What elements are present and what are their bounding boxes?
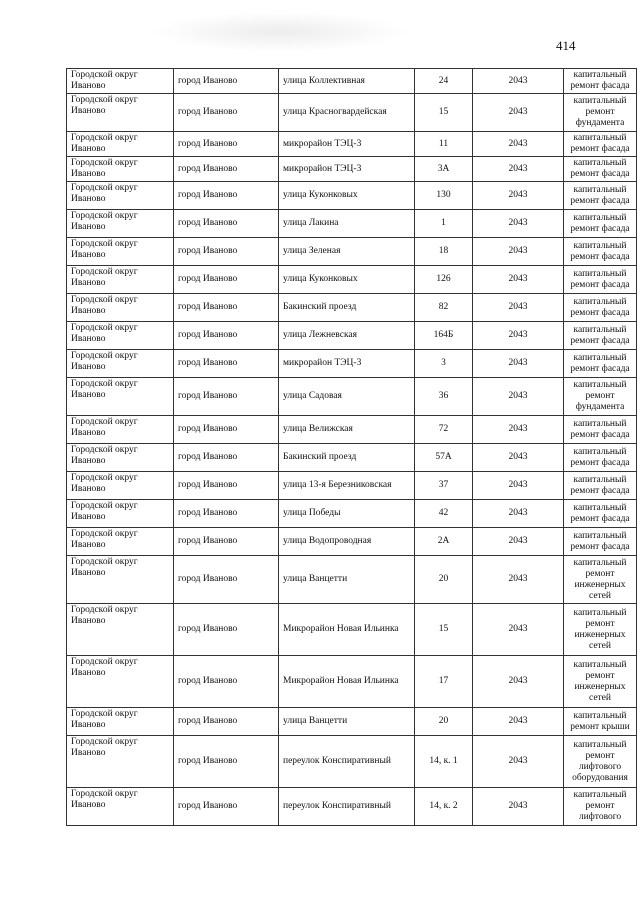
city-cell: город Иваново <box>174 656 279 708</box>
house-number-cell: 14, к. 2 <box>415 788 473 826</box>
street-cell: улица Красногвардейская <box>279 94 415 132</box>
house-number-cell: 3А <box>415 157 473 182</box>
table-row <box>67 132 637 157</box>
city-cell: город Иваново <box>174 378 279 416</box>
year-cell: 2043 <box>473 69 564 94</box>
street-cell: Микрорайон Новая Ильинка <box>279 604 415 656</box>
house-number-cell: 36 <box>415 378 473 416</box>
district-cell: Городской округ Иваново <box>67 416 174 444</box>
work-type-cell: капитальный ремонт фасада <box>564 294 637 322</box>
table-row <box>67 556 637 604</box>
street-cell: улица Коллективная <box>279 69 415 94</box>
street-cell: улица Велижская <box>279 416 415 444</box>
street-cell: улица Победы <box>279 500 415 528</box>
street-cell: микрорайон ТЭЦ-3 <box>279 132 415 157</box>
house-number-cell: 18 <box>415 238 473 266</box>
work-type-cell: капитальный ремонт лифтового <box>564 788 637 826</box>
work-type-cell: капитальный ремонт фасада <box>564 69 637 94</box>
table-row <box>67 378 637 416</box>
city-cell: город Иваново <box>174 69 279 94</box>
street-cell: микрорайон ТЭЦ-3 <box>279 350 415 378</box>
year-cell: 2043 <box>473 528 564 556</box>
house-number-cell: 57А <box>415 444 473 472</box>
city-cell: город Иваново <box>174 294 279 322</box>
city-cell: город Иваново <box>174 604 279 656</box>
work-type-cell: капитальный ремонт фасада <box>564 444 637 472</box>
house-number-cell: 3 <box>415 350 473 378</box>
street-cell: улица Водопроводная <box>279 528 415 556</box>
district-cell: Городской округ Иваново <box>67 132 174 157</box>
house-number-cell: 130 <box>415 182 473 210</box>
table-row <box>67 350 637 378</box>
table-row <box>67 238 637 266</box>
city-cell: город Иваново <box>174 322 279 350</box>
house-number-cell: 17 <box>415 656 473 708</box>
year-cell: 2043 <box>473 788 564 826</box>
year-cell: 2043 <box>473 556 564 604</box>
house-number-cell: 72 <box>415 416 473 444</box>
table-row <box>67 604 637 656</box>
table-row <box>67 294 637 322</box>
district-cell: Городской округ Иваново <box>67 788 174 826</box>
street-cell: улица Ванцетти <box>279 708 415 736</box>
city-cell: город Иваново <box>174 472 279 500</box>
work-type-cell: капитальный ремонт фасада <box>564 416 637 444</box>
work-type-cell: капитальный ремонт фасада <box>564 182 637 210</box>
district-cell: Городской округ Иваново <box>67 69 174 94</box>
house-number-cell: 42 <box>415 500 473 528</box>
city-cell: город Иваново <box>174 416 279 444</box>
year-cell: 2043 <box>473 500 564 528</box>
table-row <box>67 472 637 500</box>
year-cell: 2043 <box>473 294 564 322</box>
table-row <box>67 416 637 444</box>
district-cell: Городской округ Иваново <box>67 94 174 132</box>
house-number-cell: 1 <box>415 210 473 238</box>
house-number-cell: 82 <box>415 294 473 322</box>
repair-schedule-table <box>66 68 637 826</box>
house-number-cell: 37 <box>415 472 473 500</box>
year-cell: 2043 <box>473 350 564 378</box>
street-cell: улица Куконковых <box>279 182 415 210</box>
table-row <box>67 528 637 556</box>
district-cell: Городской округ Иваново <box>67 556 174 604</box>
year-cell: 2043 <box>473 708 564 736</box>
city-cell: город Иваново <box>174 182 279 210</box>
table-row <box>67 210 637 238</box>
year-cell: 2043 <box>473 210 564 238</box>
year-cell: 2043 <box>473 94 564 132</box>
year-cell: 2043 <box>473 132 564 157</box>
district-cell: Городской округ Иваново <box>67 266 174 294</box>
house-number-cell: 20 <box>415 708 473 736</box>
year-cell: 2043 <box>473 182 564 210</box>
house-number-cell: 126 <box>415 266 473 294</box>
table-row <box>67 94 637 132</box>
district-cell: Городской округ Иваново <box>67 500 174 528</box>
table-row <box>67 656 637 708</box>
table-row <box>67 736 637 788</box>
work-type-cell: капитальный ремонт фасада <box>564 132 637 157</box>
district-cell: Городской округ Иваново <box>67 182 174 210</box>
city-cell: город Иваново <box>174 157 279 182</box>
district-cell: Городской округ Иваново <box>67 604 174 656</box>
year-cell: 2043 <box>473 266 564 294</box>
street-cell: улица Лежневская <box>279 322 415 350</box>
year-cell: 2043 <box>473 322 564 350</box>
city-cell: город Иваново <box>174 132 279 157</box>
table-row <box>67 500 637 528</box>
work-type-cell: капитальный ремонт лифтового оборудования <box>564 736 637 788</box>
house-number-cell: 24 <box>415 69 473 94</box>
district-cell: Городской округ Иваново <box>67 736 174 788</box>
work-type-cell: капитальный ремонт фундамента <box>564 378 637 416</box>
table-row <box>67 444 637 472</box>
district-cell: Городской округ Иваново <box>67 378 174 416</box>
year-cell: 2043 <box>473 656 564 708</box>
work-type-cell: капитальный ремонт фасада <box>564 210 637 238</box>
district-cell: Городской округ Иваново <box>67 656 174 708</box>
city-cell: город Иваново <box>174 708 279 736</box>
city-cell: город Иваново <box>174 350 279 378</box>
house-number-cell: 2А <box>415 528 473 556</box>
year-cell: 2043 <box>473 604 564 656</box>
city-cell: город Иваново <box>174 266 279 294</box>
city-cell: город Иваново <box>174 94 279 132</box>
street-cell: Бакинский проезд <box>279 294 415 322</box>
scan-artifact <box>150 12 410 52</box>
table-row <box>67 157 637 182</box>
page-number: 414 <box>556 38 576 53</box>
district-cell: Городской округ Иваново <box>67 294 174 322</box>
district-cell: Городской округ Иваново <box>67 708 174 736</box>
year-cell: 2043 <box>473 378 564 416</box>
work-type-cell: капитальный ремонт крыши <box>564 708 637 736</box>
year-cell: 2043 <box>473 444 564 472</box>
house-number-cell: 15 <box>415 94 473 132</box>
table-row <box>67 69 637 94</box>
table-body <box>67 69 637 826</box>
work-type-cell: капитальный ремонт фасада <box>564 528 637 556</box>
city-cell: город Иваново <box>174 788 279 826</box>
district-cell: Городской округ Иваново <box>67 350 174 378</box>
street-cell: улица Лакина <box>279 210 415 238</box>
city-cell: город Иваново <box>174 210 279 238</box>
district-cell: Городской округ Иваново <box>67 238 174 266</box>
city-cell: город Иваново <box>174 528 279 556</box>
house-number-cell: 20 <box>415 556 473 604</box>
table-row <box>67 182 637 210</box>
district-cell: Городской округ Иваново <box>67 472 174 500</box>
street-cell: улица Ванцетти <box>279 556 415 604</box>
district-cell: Городской округ Иваново <box>67 210 174 238</box>
city-cell: город Иваново <box>174 238 279 266</box>
table-row <box>67 788 637 826</box>
district-cell: Городской округ Иваново <box>67 157 174 182</box>
city-cell: город Иваново <box>174 500 279 528</box>
work-type-cell: капитальный ремонт фасада <box>564 350 637 378</box>
district-cell: Городской округ Иваново <box>67 444 174 472</box>
table-row <box>67 708 637 736</box>
work-type-cell: капитальный ремонт фасада <box>564 157 637 182</box>
street-cell: улица 13-я Березниковская <box>279 472 415 500</box>
street-cell: микрорайон ТЭЦ-3 <box>279 157 415 182</box>
district-cell: Городской округ Иваново <box>67 322 174 350</box>
year-cell: 2043 <box>473 736 564 788</box>
year-cell: 2043 <box>473 157 564 182</box>
house-number-cell: 15 <box>415 604 473 656</box>
work-type-cell: капитальный ремонт инженерных сетей <box>564 656 637 708</box>
house-number-cell: 14, к. 1 <box>415 736 473 788</box>
work-type-cell: капитальный ремонт инженерных сетей <box>564 604 637 656</box>
work-type-cell: капитальный ремонт фасада <box>564 322 637 350</box>
city-cell: город Иваново <box>174 556 279 604</box>
work-type-cell: капитальный ремонт фасада <box>564 472 637 500</box>
house-number-cell: 164Б <box>415 322 473 350</box>
year-cell: 2043 <box>473 472 564 500</box>
work-type-cell: капитальный ремонт фасада <box>564 500 637 528</box>
year-cell: 2043 <box>473 416 564 444</box>
work-type-cell: капитальный ремонт фасада <box>564 238 637 266</box>
street-cell: улица Зеленая <box>279 238 415 266</box>
street-cell: переулок Конспиративный <box>279 788 415 826</box>
street-cell: Бакинский проезд <box>279 444 415 472</box>
street-cell: улица Садовая <box>279 378 415 416</box>
work-type-cell: капитальный ремонт инженерных сетей <box>564 556 637 604</box>
house-number-cell: 11 <box>415 132 473 157</box>
street-cell: переулок Конспиративный <box>279 736 415 788</box>
city-cell: город Иваново <box>174 736 279 788</box>
work-type-cell: капитальный ремонт фундамента <box>564 94 637 132</box>
district-cell: Городской округ Иваново <box>67 528 174 556</box>
table-row <box>67 322 637 350</box>
work-type-cell: капитальный ремонт фасада <box>564 266 637 294</box>
year-cell: 2043 <box>473 238 564 266</box>
street-cell: улица Куконковых <box>279 266 415 294</box>
street-cell: Микрорайон Новая Ильинка <box>279 656 415 708</box>
table-row <box>67 266 637 294</box>
city-cell: город Иваново <box>174 444 279 472</box>
